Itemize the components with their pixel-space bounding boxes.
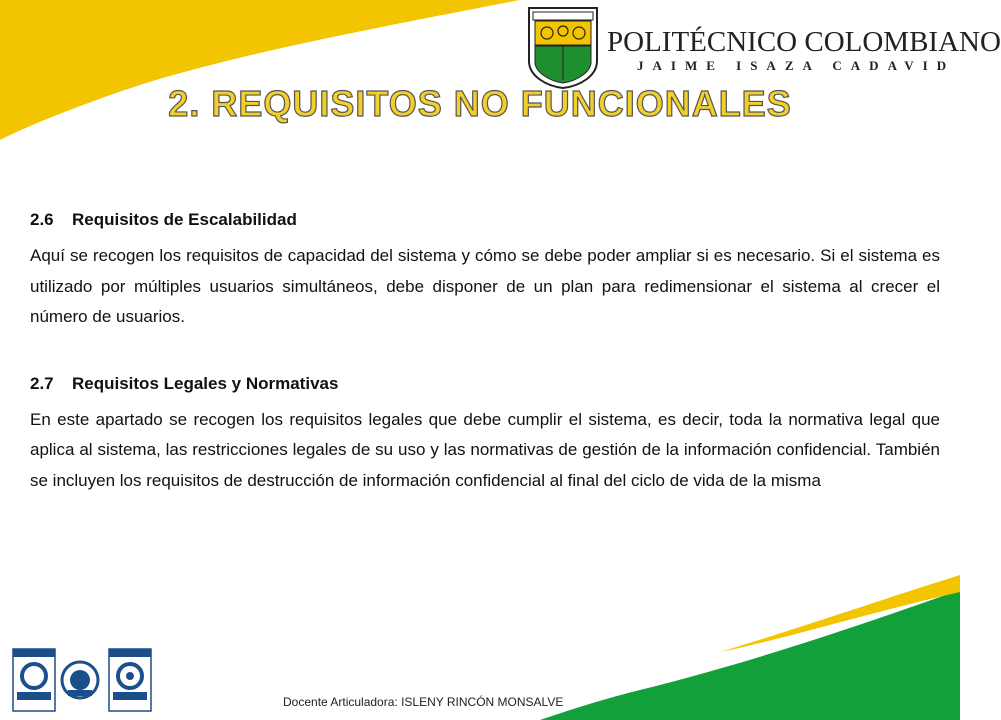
section-body: Aquí se recogen los requisitos de capacidad del sistema y cómo se debe poder ampliar si es necesario. Si el sistema es utilizado por múltiples usuarios simultáneos, debe disponer de un plan para redimensionar el sistema al crecer el número de usuarios. bbox=[30, 246, 940, 326]
slide-content bbox=[30, 205, 940, 496]
section-spacer bbox=[30, 333, 940, 369]
institution-subtitle: JAIME ISAZA CADAVID bbox=[637, 58, 956, 73]
section-heading bbox=[30, 369, 940, 399]
icontec-ntcgp-cert-icon bbox=[108, 648, 152, 712]
institution-name: POLITÉCNICO COLOMBIANO bbox=[607, 26, 1001, 58]
slide-title bbox=[0, 83, 960, 125]
section-body: En este apartado se recogen los requisitos legales que debe cumplir el sistema, es decir, toda la normativa legal que aplica al sistema, las restricciones legales de su uso y las normativas de gestión de la información confidencial. También se incluyen los requisitos de destrucción de información confidencial al final del ciclo de vida de la misma bbox=[30, 409, 940, 490]
teacher-name: ISLENY RINCÓN MONSALVE bbox=[401, 695, 564, 709]
section-heading bbox=[30, 205, 940, 235]
green-bottom-band bbox=[540, 590, 960, 720]
institution-logo bbox=[525, 6, 1001, 90]
iqnet-cert-icon bbox=[60, 660, 100, 700]
section-title: Requisitos de Escalabilidad bbox=[72, 210, 297, 229]
slide-title-text: 2. REQUISITOS NO FUNCIONALES bbox=[168, 83, 792, 124]
shield-icon bbox=[525, 6, 601, 90]
section-title: Requisitos Legales y Normativas bbox=[72, 373, 339, 393]
icontec-iso-cert-icon bbox=[12, 648, 56, 712]
teacher-label: Docente Articuladora: bbox=[283, 695, 398, 709]
section-number: 2.7 bbox=[30, 373, 54, 393]
footer-credit bbox=[283, 695, 563, 709]
section-number: 2.6 bbox=[30, 210, 54, 229]
